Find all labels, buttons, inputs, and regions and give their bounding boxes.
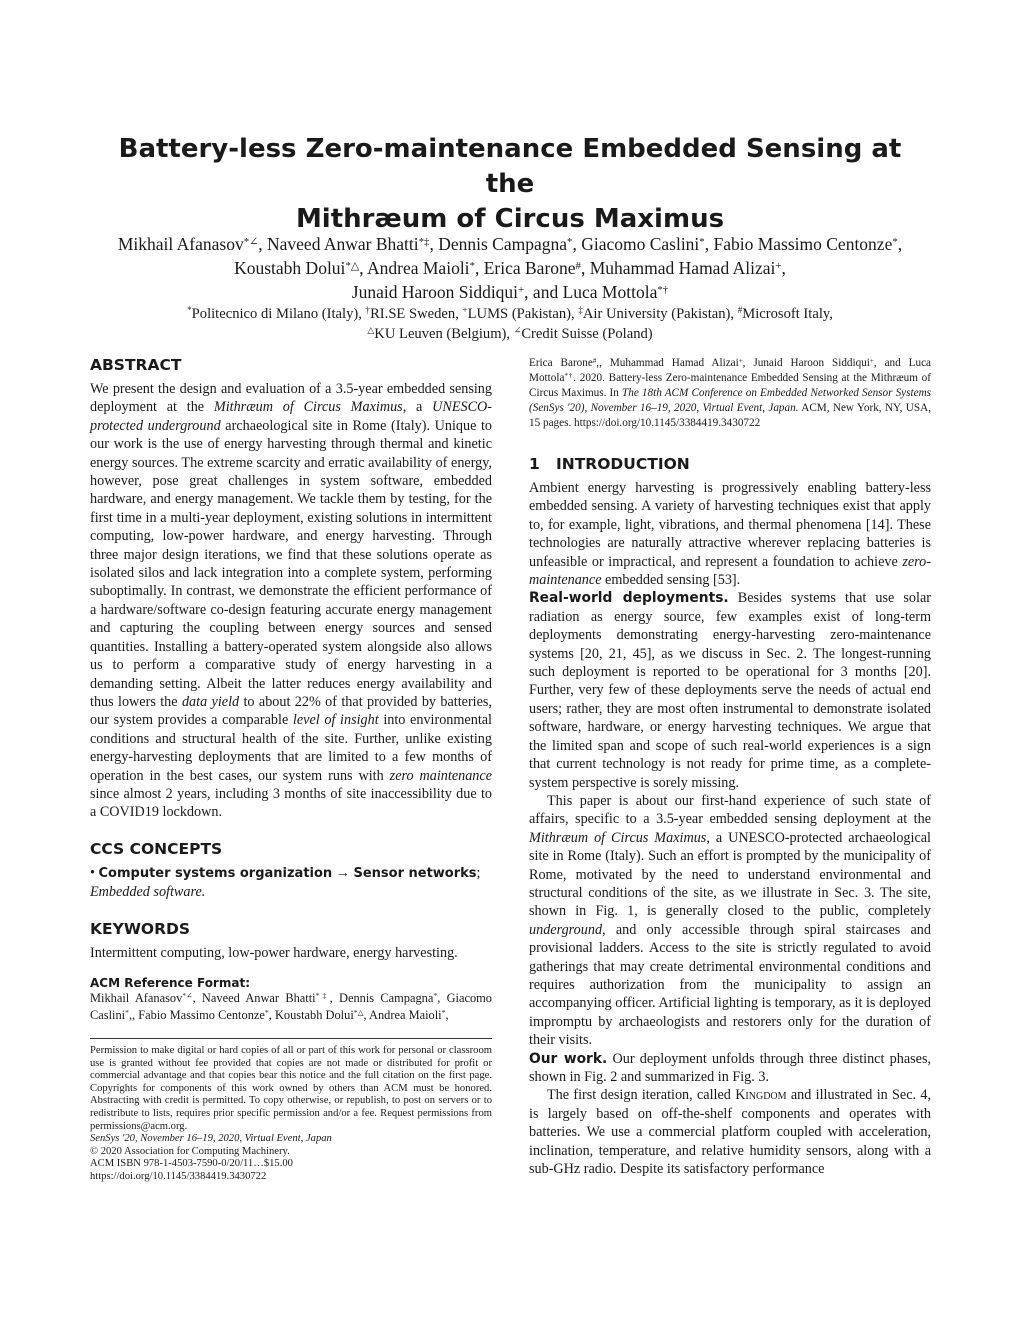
affil-mark: * <box>187 305 192 316</box>
affil-credit-suisse: Credit Suisse (Poland) <box>521 326 653 342</box>
affil-mark: † <box>365 305 371 316</box>
author-name: Erica Barone <box>483 258 576 278</box>
author-affil-mark: *† <box>657 283 669 296</box>
introduction-heading: 1 INTRODUCTION <box>529 455 690 473</box>
ccs-concepts: • Computer systems organization → Sensor networks; Embedded software. <box>90 864 481 901</box>
author-affil-mark: + <box>518 283 525 296</box>
intro-paragraph-1: Ambient energy harvesting is progressively enabling battery-less embedded sensing. A variety of harvesting techniques exist that apply to, for example, light, vibrations, and thermal phenomena [14]. These technologies are naturally attractive wherever replacing batteries is unfeasible or impractical, and represent a foundation to achieve zero-maintenance embedded sensing [53]. <box>529 480 931 589</box>
author-name: Dennis Campagna <box>438 234 568 254</box>
affil-lums: LUMS (Pakistan), <box>467 306 575 322</box>
intro-paragraph-5: The first design iteration, called Kingdom and illustrated in Sec. 4, is largely based on off-the-shelf components and operates with batteries. We use a commercial platform coupled with acceleration, inclination, temperature, and relative humidity sensors, along with a sub-GHz radio. Despite its satisfactory performance <box>529 1087 932 1178</box>
affil-rise: RI.SE Sweden, <box>370 306 459 322</box>
affil-mark: + <box>462 305 468 316</box>
right-column <box>529 356 931 1178</box>
author-name: Naveed Anwar Bhatti <box>267 234 419 254</box>
affiliations <box>90 304 930 344</box>
copyright-line: © 2020 Association for Computing Machinery. <box>90 1145 290 1157</box>
intro-paragraph-2: Real-world deployments. Besides systems that use solar radiation as energy source, few examples exist of long-term deployments demonstrating energy-harvesting zero-maintenance systems [20, 21, 45], as we discuss in Sec. 2. The longest-running such deployment is reported to be operational for 3 months [20]. Further, very few of these deployments serve the needs of actual end users; rather, they are most often instrumental to demonstrate isolated software, hardware, or energy harvesting techniques. We argue that the limited span and scope of such real-world experiences is a sign that current technology is not ready for prime time, as a complete-system perspective is sorely missing. <box>529 590 931 791</box>
author-affil-mark: * <box>567 235 573 248</box>
acm-format-authors: Mikhail Afanasov*∠, Naveed Anwar Bhatti*‡, Dennis Campagna*, Giacomo Caslini*,, Fabio Massimo Centonze*, Koustabh Dolui*△, Andrea Maioli*, <box>90 990 492 1022</box>
author-name: Junaid Haroon Siddiqui <box>351 282 519 302</box>
affil-microsoft: Microsoft Italy, <box>742 306 833 322</box>
author-name: Luca Mottola <box>562 282 658 302</box>
title-line-2: Mithræum of Circus Maximus <box>295 204 725 234</box>
affil-mark: ∠ <box>513 325 522 336</box>
author-affil-mark: *‡ <box>418 235 430 248</box>
author-name: Andrea Maioli <box>367 258 470 278</box>
affil-polimi: Politecnico di Milano (Italy), <box>191 306 362 322</box>
acm-format-heading: ACM Reference Format: <box>90 975 250 990</box>
author-list: Mikhail Afanasov*∠, Naveed Anwar Bhatti*‡, Dennis Campagna*, Giacomo Caslini*, Fabio Massimo Centonze*, Koustabh Dolui*△, Andrea Maioli*, Erica Barone#, Muhammad Hamad Alizai+, Junaid Haroon Siddiqui+, and Luca Mottola*† <box>117 234 903 302</box>
author-affil-mark: * <box>469 259 475 272</box>
affil-mark: # <box>737 305 743 316</box>
citation-block: Erica Barone#,, Muhammad Hamad Alizai+, Junaid Haroon Siddiqui+, and Luca Mottola*†. 2020. Battery-less Zero-maintenance Embedded Sensing at the Mithræum of Circus Maximus. In The 18th ACM Conference on Embedded Networked Sensor Systems (SenSys '20), November 16–19, 2020, Virtual Event, Japan. ACM, New York, NY, USA, 15 pages. https://doi.org/10.1145/3384419.3430722 <box>529 356 932 429</box>
author-name: Mikhail Afanasov <box>117 234 244 254</box>
author-affil-mark: * <box>892 235 898 248</box>
author-name: Muhammad Hamad Alizai <box>589 258 776 278</box>
author-affil-mark: + <box>775 259 782 272</box>
title-line-1: Battery-less Zero-maintenance Embedded Sensing at the <box>118 134 902 199</box>
intro-paragraph-4: Our work. Our deployment unfolds through three distinct phases, shown in Fig. 2 and summarized in Fig. 3. <box>529 1050 932 1085</box>
author-name: Fabio Massimo Centonze <box>713 234 893 254</box>
author-name: Giacomo Caslini <box>581 234 700 254</box>
author-affil-mark: # <box>575 259 581 272</box>
author-affil-mark: *△ <box>345 259 360 272</box>
keywords-heading: KEYWORDS <box>90 919 191 938</box>
keywords-text: Intermittent computing, low-power hardware, energy harvesting. <box>90 944 458 961</box>
affil-mark: △ <box>367 325 375 336</box>
author-affil-mark: *∠ <box>243 235 259 248</box>
affil-kuleuven: KU Leuven (Belgium), <box>374 326 511 342</box>
intro-paragraph-3: This paper is about our first-hand experience of such state of affairs, specific to a 3.5-year embedded sensing deployment at the Mithræum of Circus Maximus, a UNESCO-protected archaeological site in Rome (Italy). Such an effort is prompted by the municipality of Rome, motivated by the need to understand environmental and structural conditions of the site, as we illustrate in Sec. 3. The site, shown in Fig. 1, is generally closed to the public, completely underground, and only accessible through spiral staircases and provisional ladders. Access to the site is strictly regulated to avoid gatherings that may create detrimental environmental conditions and requires authorization from the municipality to assign an accompanying officer. Artificial lighting is temporary, as it is deployed impromptu by archaeologists and restorers only for the duration of their visits. <box>529 792 931 1049</box>
affil-mark: ‡ <box>578 305 583 316</box>
footnote-rule <box>90 1038 492 1039</box>
doi-link[interactable]: https://doi.org/10.1145/3384419.3430722 <box>90 1170 267 1182</box>
permission-notice: Permission to make digital or hard copies of all or part of this work for personal or classroom use is granted without fee provided that copies are not made or distributed for profit or commercial advantage and that copies bear this notice and the full citation on the first page. Copyrights for components of this work owned by others than ACM must be honored. Abstracting with credit is permitted. To copy otherwise, or republish, to post on servers or to redistribute to lists, requires prior specific permission and/or a fee. Request permissions from permissions@acm.org. <box>90 1044 492 1132</box>
author-name: Koustabh Dolui <box>234 258 346 278</box>
left-column <box>90 356 492 1184</box>
ccs-heading: CCS CONCEPTS <box>90 839 223 858</box>
venue-line: SenSys '20, November 16–19, 2020, Virtual Event, Japan <box>90 1133 332 1145</box>
abstract-text: We present the design and evaluation of a 3.5-year embedded sensing deployment at the Mithræum of Circus Maximus, a UNESCO-protected underground archaeological site in Rome (Italy). Unique to our work is the use of energy harvesting through thermal and kinetic energy sources. The extreme scarcity and erratic availability of energy, however, pose great challenges in system software, embedded hardware, and energy management. We tackle them by testing, for the first time in a multi-year deployment, existing solutions in intermittent computing, low-power hardware, and energy harvesting. Through three major design iterations, we find that these solutions operate as isolated silos and lack integration into a complete system, performing suboptimally. In contrast, we demonstrate the efficient performance of a hardware/software co-design featuring accurate energy management and capturing the coupling between energy sources and sensed quantities. Installing a battery-operated system alongside also allows us to perform a comparative study of energy harvesting in a demanding setting. Albeit the latter reduces energy availability and thus lowers the data yield to about 22% of that provided by batteries, our system provides a comparable level of insight into environmental conditions and structural health of the site. Further, unlike existing energy-harvesting deployments that are limited to a few months of operation in the best cases, our system runs with zero maintenance since almost 2 years, including 3 months of site inaccessibility due to a COVID19 lockdown. <box>90 381 493 821</box>
abstract-heading: ABSTRACT <box>90 356 182 374</box>
affil-air: Air University (Pakistan), <box>582 306 735 322</box>
paper-title <box>90 132 930 237</box>
isbn-line: ACM ISBN 978-1-4503-7590-0/20/11…$15.00 <box>90 1158 293 1170</box>
author-affil-mark: * <box>699 235 705 248</box>
